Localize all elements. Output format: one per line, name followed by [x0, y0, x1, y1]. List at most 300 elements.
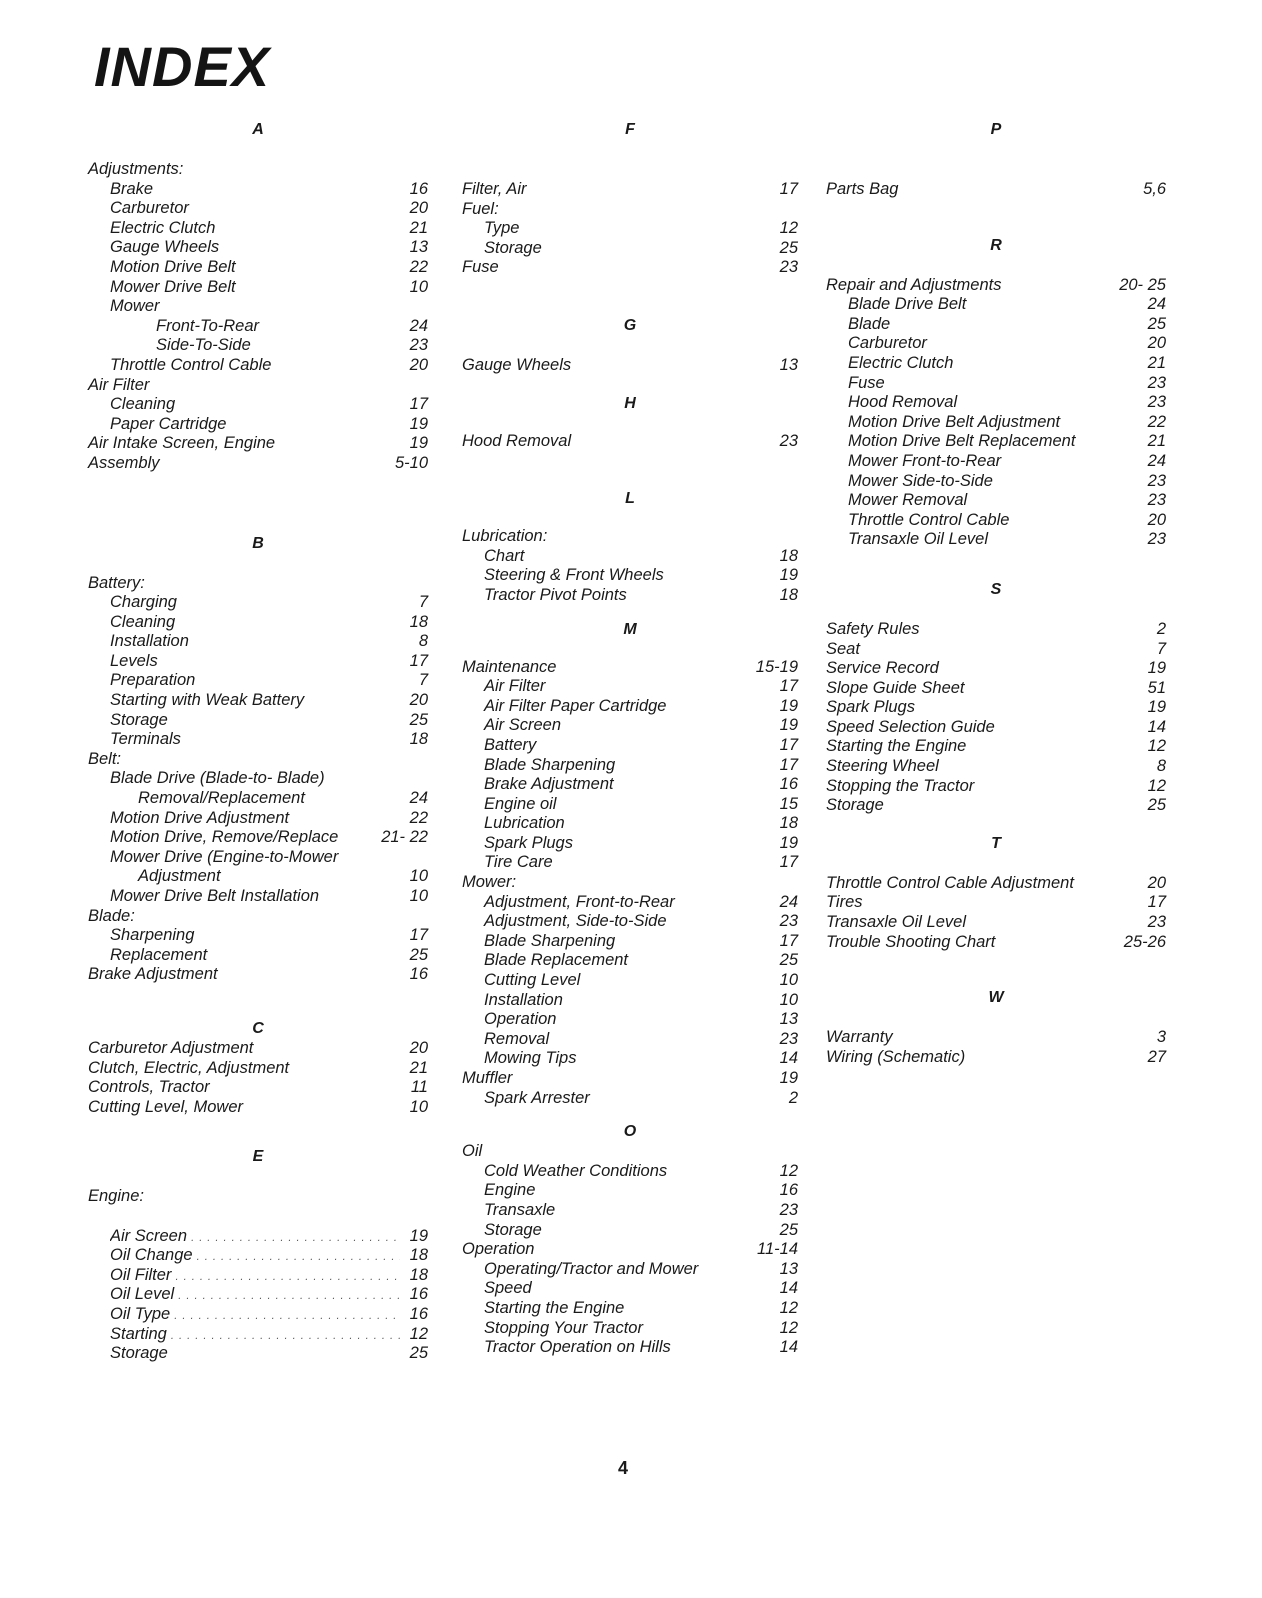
entry-term: Battery: — [88, 573, 145, 592]
index-entry — [462, 893, 798, 913]
entry-term: Oil — [462, 1142, 483, 1161]
entry-term: Fuse — [462, 258, 499, 277]
entry-term: Speed Selection Guide — [826, 717, 995, 736]
entry-page: 25 — [1147, 796, 1166, 815]
entry-term: Air Filter Paper Cartridge — [484, 696, 667, 715]
index-entry — [826, 620, 1166, 640]
entry-term: Engine: — [88, 1187, 144, 1206]
entry-page: 3 — [1156, 1028, 1166, 1047]
index-entry — [826, 432, 1166, 452]
page-title: INDEX — [94, 35, 271, 98]
entry-term: Blade Sharpening — [484, 931, 616, 950]
entry-term: Front-To-Rear — [156, 316, 260, 335]
entry-page: 25-26 — [1123, 932, 1166, 951]
entry-page: 16 — [409, 1304, 428, 1323]
index-entry — [462, 814, 798, 834]
entry-page: 24 — [409, 789, 428, 808]
section-letter: E — [252, 1148, 264, 1166]
entry-page: 24 — [1147, 451, 1166, 470]
index-entry — [826, 679, 1166, 699]
entry-page: 23 — [1147, 373, 1166, 392]
index-entry — [826, 1028, 1166, 1048]
index-entry — [88, 415, 428, 435]
entry-page: 8 — [418, 632, 428, 651]
entry-term: Blade Replacement — [484, 951, 629, 970]
entry-term: Stopping Your Tractor — [484, 1318, 643, 1337]
index-entry — [826, 511, 1166, 531]
entry-term: Filter, Air — [462, 180, 527, 198]
entry-term: Steering & Front Wheels — [484, 566, 664, 585]
entry-term: Mower: — [462, 873, 517, 892]
entry-term: Gauge Wheels — [110, 238, 220, 257]
index-column-3 — [826, 110, 1166, 1067]
section-letter: T — [991, 834, 1001, 852]
section-letter: O — [623, 1123, 637, 1141]
entry-term: Operation — [462, 1240, 535, 1259]
index-entry — [462, 991, 798, 1011]
entry-term: Belt: — [88, 749, 122, 768]
entry-page: 51 — [1147, 678, 1166, 697]
index-entry — [88, 1078, 428, 1098]
entry-page: 17 — [409, 651, 428, 670]
entry-term: Gauge Wheels — [462, 355, 572, 374]
entry-page: 19 — [409, 1226, 428, 1245]
index-entry — [826, 893, 1166, 913]
entry-term: Fuel: — [462, 199, 499, 218]
entry-term: Engine — [484, 1181, 536, 1200]
entry-page: 10 — [779, 990, 798, 1009]
entry-page: 2 — [1156, 619, 1166, 638]
entry-term: Brake — [110, 179, 154, 198]
entry-term: Charging — [110, 593, 177, 612]
entry-term: Blade — [848, 314, 891, 333]
entry-term: Assembly — [88, 453, 160, 472]
entry-term: Starting the Engine — [484, 1298, 625, 1317]
index-section-m — [462, 620, 798, 1109]
entry-page: 20 — [1147, 510, 1166, 529]
entry-page: 20 — [1147, 873, 1166, 892]
entry-page: 15 — [779, 794, 798, 813]
index-entry — [826, 472, 1166, 492]
index-entry — [826, 796, 1166, 816]
index-entry — [462, 219, 798, 239]
entry-page: 5-10 — [394, 453, 428, 472]
entry-term: Motion Drive Adjustment — [110, 808, 290, 827]
entry-page: 12 — [779, 1318, 798, 1337]
index-entry — [462, 795, 798, 815]
entry-page: 25 — [779, 238, 798, 257]
index-entry — [88, 574, 428, 594]
entry-page: 22 — [1147, 412, 1166, 431]
entry-term: Side-To-Side — [156, 336, 251, 355]
entry-term: Controls, Tractor — [88, 1078, 210, 1097]
entry-term: Battery — [484, 735, 537, 754]
index-entry — [88, 219, 428, 239]
index-entry — [88, 199, 428, 219]
index-entry — [826, 276, 1166, 296]
section-letter: G — [623, 316, 637, 334]
entry-page: 20- 25 — [1119, 275, 1166, 294]
entry-term: Throttle Control Cable Adjustment — [826, 873, 1074, 892]
entry-term: Mower Drive Belt — [110, 277, 236, 296]
entry-term: Hood Removal — [848, 393, 958, 412]
entry-term: Tractor Pivot Points — [484, 585, 627, 604]
index-entry — [462, 258, 798, 278]
entry-term: Maintenance — [462, 657, 557, 676]
index-entry — [88, 711, 428, 731]
index-entry — [88, 828, 428, 848]
entry-page: 23 — [779, 1200, 798, 1219]
index-entry — [462, 1030, 798, 1050]
index-column-1 — [88, 110, 428, 1364]
entry-term: Motion Drive Belt Replacement — [848, 432, 1076, 451]
entry-page: 18 — [409, 612, 428, 631]
index-entry — [826, 757, 1166, 777]
index-entry — [462, 1338, 798, 1358]
index-entry — [88, 965, 428, 985]
entry-term: Removal/Replacement — [138, 789, 305, 808]
entry-term: Air Filter — [88, 375, 150, 394]
entry-term: Mowing Tips — [484, 1049, 577, 1068]
entry-page: 24 — [779, 892, 798, 911]
entry-term: Storage — [110, 710, 168, 729]
entry-term: Speed — [484, 1279, 532, 1298]
entry-term: Motion Drive Belt Adjustment — [848, 412, 1061, 431]
entry-term: Blade: — [88, 906, 135, 925]
entry-term: Sharpening — [110, 926, 195, 945]
section-letter: H — [624, 394, 636, 412]
entry-page: 12 — [779, 1298, 798, 1317]
entry-term: Paper Cartridge — [110, 414, 227, 433]
index-entry — [88, 632, 428, 652]
entry-term: Storage — [484, 1220, 542, 1239]
index-entry — [462, 1279, 798, 1299]
index-entry — [826, 334, 1166, 354]
entry-term: Trouble Shooting Chart — [826, 932, 996, 951]
entry-term: Storage — [826, 796, 884, 815]
index-entry — [462, 853, 798, 873]
entry-term: Starting the Engine — [826, 737, 967, 756]
entry-term: Installation — [110, 632, 189, 651]
entry-page: 16 — [779, 775, 798, 794]
entry-page: 7 — [1156, 639, 1166, 658]
page-number: 4 — [618, 1458, 629, 1478]
index-entry — [826, 530, 1166, 550]
index-entry — [88, 1187, 428, 1207]
entry-term: Carburetor — [848, 334, 927, 353]
entry-term: Mower — [110, 297, 160, 316]
index-entry — [462, 200, 798, 220]
index-entry — [88, 1059, 428, 1079]
entry-page: 21- 22 — [381, 828, 428, 847]
index-entry — [826, 452, 1166, 472]
entry-page: 7 — [418, 593, 428, 612]
entry-page: 22 — [409, 808, 428, 827]
entry-page: 21 — [409, 1058, 428, 1077]
entry-term: Cutting Level, Mower — [88, 1097, 243, 1116]
index-entry — [462, 971, 798, 991]
entry-term: Chart — [484, 546, 525, 565]
index-section-w — [826, 988, 1166, 1067]
entry-term: Adjustment, Front-to-Rear — [484, 892, 675, 911]
index-entry — [462, 873, 798, 893]
entry-page: 7 — [418, 671, 428, 690]
entry-page: 10 — [409, 1097, 428, 1116]
index-section-t — [826, 834, 1166, 952]
index-entry — [88, 258, 428, 278]
entry-page: 18 — [409, 1265, 428, 1284]
index-entry — [462, 356, 798, 376]
entry-page: 19 — [779, 716, 798, 735]
entry-page: 10 — [409, 887, 428, 905]
entry-page: 14 — [779, 1338, 798, 1357]
entry-term: Parts Bag — [826, 180, 899, 198]
index-entry — [826, 874, 1166, 894]
index-entry — [462, 716, 798, 736]
entry-page: 17 — [779, 755, 798, 774]
entry-page: 25 — [409, 710, 428, 729]
entry-term: Seat — [826, 639, 860, 658]
index-entry — [88, 848, 428, 868]
index-entry — [88, 1098, 428, 1118]
index-entry — [826, 933, 1166, 953]
entry-term: Tractor Operation on Hills — [484, 1338, 671, 1357]
entry-term: Oil Type . . . — [110, 1305, 400, 1327]
entry-page: 21 — [1147, 432, 1166, 451]
entry-term: Spark Plugs — [826, 698, 915, 717]
entry-page: 13 — [779, 1010, 798, 1029]
index-entry — [462, 677, 798, 697]
entry-page: 23 — [779, 1029, 798, 1048]
section-letter: W — [988, 989, 1004, 1007]
entry-page: 17 — [779, 735, 798, 754]
entry-page: 23 — [779, 912, 798, 931]
entry-term: Electric Clutch — [110, 218, 216, 237]
entry-term: Cold Weather Conditions — [484, 1161, 668, 1180]
section-letter: P — [990, 121, 1002, 138]
index-entry — [826, 640, 1166, 660]
index-entry — [88, 278, 428, 298]
section-letter: M — [623, 620, 637, 638]
index-entry — [88, 691, 428, 711]
entry-term: Removal — [484, 1029, 550, 1048]
entry-page: 13 — [779, 355, 798, 374]
entry-term: Carburetor Adjustment — [88, 1038, 254, 1057]
index-entry — [462, 1299, 798, 1319]
index-entry — [88, 1246, 428, 1266]
entry-term: Air Filter — [484, 677, 546, 696]
index-entry — [462, 180, 798, 200]
section-letter: S — [990, 580, 1002, 598]
index-entry — [462, 756, 798, 776]
index-entry — [826, 180, 1166, 200]
entry-page: 24 — [409, 316, 428, 335]
entry-term: Installation — [484, 990, 563, 1009]
entry-term: Starting with Weak Battery — [110, 691, 305, 710]
entry-term: Air Intake Screen, Engine — [88, 434, 276, 453]
entry-term: Spark Arrester — [484, 1088, 590, 1107]
index-entry — [88, 317, 428, 337]
entry-page: 18 — [409, 1246, 428, 1265]
index-entry — [88, 593, 428, 613]
index-section-h — [462, 394, 798, 452]
entry-page: 21 — [1147, 353, 1166, 372]
entry-term: Wiring (Schematic) — [826, 1047, 966, 1066]
index-column-2 — [462, 110, 798, 1358]
index-entry — [462, 834, 798, 854]
index-entry — [88, 1344, 428, 1364]
index-entry — [88, 376, 428, 396]
entry-page: 23 — [1147, 393, 1166, 412]
index-entry — [462, 547, 798, 567]
entry-page: 17 — [779, 931, 798, 950]
index-section-p — [826, 120, 1166, 200]
index-entry — [826, 698, 1166, 718]
entry-term: Oil Level . . . — [110, 1285, 400, 1307]
entry-page: 16 — [409, 1285, 428, 1304]
entry-term: Brake Adjustment — [484, 775, 614, 794]
index-section-c — [88, 1019, 428, 1117]
index-entry — [462, 1069, 798, 1089]
entry-term: Throttle Control Cable — [848, 510, 1010, 529]
index-entry — [88, 809, 428, 829]
index-entry — [462, 586, 798, 606]
entry-term: Electric Clutch — [848, 353, 954, 372]
index-entry — [462, 697, 798, 717]
entry-page: 18 — [779, 546, 798, 565]
index-entry — [826, 374, 1166, 394]
index-section-b — [88, 534, 428, 985]
entry-term: Mower Drive Belt Installation — [110, 887, 320, 905]
entry-term: Lubrication: — [462, 527, 548, 546]
entry-term: Motion Drive Belt — [110, 257, 236, 276]
index-entry — [88, 1285, 428, 1305]
index-entry — [462, 736, 798, 756]
entry-term: Slope Guide Sheet — [826, 678, 965, 697]
index-entry — [826, 315, 1166, 335]
entry-term: Warranty — [826, 1028, 893, 1047]
entry-page: 15-19 — [755, 657, 798, 676]
index-entry — [88, 750, 428, 770]
entry-page: 12 — [409, 1324, 428, 1343]
entry-term: Clutch, Electric, Adjustment — [88, 1058, 290, 1077]
index-entry — [462, 775, 798, 795]
entry-page: 2 — [788, 1088, 798, 1107]
index-entry — [88, 671, 428, 691]
index-entry — [462, 1319, 798, 1339]
entry-page: 17 — [409, 395, 428, 414]
index-section-g — [462, 316, 798, 376]
entry-term: Spark Plugs — [484, 833, 573, 852]
entry-page: 17 — [409, 926, 428, 945]
entry-term: Tires — [826, 893, 863, 912]
entry-page: 19 — [779, 1069, 798, 1087]
entry-term: Preparation — [110, 671, 196, 690]
index-entry — [826, 737, 1166, 757]
entry-page: 25 — [409, 1344, 428, 1363]
index-entry — [462, 932, 798, 952]
entry-term: Mower Side-to-Side — [848, 471, 993, 490]
index-entry — [88, 769, 428, 789]
entry-term: Mower Drive (Engine-to-Mower — [110, 847, 339, 866]
entry-page: 16 — [409, 965, 428, 984]
index-entry — [88, 1266, 428, 1286]
index-entry — [826, 491, 1166, 511]
entry-term: Brake Adjustment — [88, 965, 218, 984]
entry-page: 5,6 — [1143, 180, 1166, 198]
entry-term: Replacement — [110, 945, 208, 964]
entry-page: 27 — [1147, 1047, 1166, 1066]
entry-page: 17 — [1147, 893, 1166, 912]
entry-page: 23 — [779, 258, 798, 277]
index-entry — [826, 1048, 1166, 1068]
entry-term: Storage — [110, 1344, 168, 1363]
index-section-s — [826, 580, 1166, 816]
entry-term: Levels — [110, 651, 158, 670]
entry-page: 20 — [1147, 334, 1166, 353]
entry-page: 12 — [1147, 776, 1166, 795]
index-entry — [88, 1325, 428, 1345]
entry-page: 19 — [779, 833, 798, 852]
entry-page: 12 — [1147, 737, 1166, 756]
entry-term: Repair and Adjustments — [826, 275, 1002, 294]
entry-page: 20 — [409, 691, 428, 710]
entry-term: Adjustment, Side-to-Side — [484, 912, 667, 931]
entry-term: Air Screen . . . — [110, 1227, 400, 1249]
index-section-r — [826, 236, 1166, 550]
index-entry — [88, 887, 428, 907]
entry-term: Cleaning — [110, 612, 176, 631]
entry-term: Engine oil — [484, 794, 557, 813]
index-entry — [826, 777, 1166, 797]
entry-page: 19 — [779, 566, 798, 585]
index-entry — [826, 718, 1166, 738]
entry-page: 17 — [779, 677, 798, 696]
entry-page: 19 — [409, 414, 428, 433]
entry-page: 19 — [779, 696, 798, 715]
entry-page: 20 — [409, 1038, 428, 1057]
entry-page: 23 — [1147, 530, 1166, 549]
index-entry — [88, 160, 428, 180]
entry-page: 21 — [409, 218, 428, 237]
entry-term: Mower Removal — [848, 491, 968, 510]
index-entry — [462, 432, 798, 452]
index-entry — [826, 295, 1166, 315]
entry-term: Terminals — [110, 730, 181, 749]
entry-term: Stopping the Tractor — [826, 776, 975, 795]
index-entry — [462, 1201, 798, 1221]
index-entry — [88, 238, 428, 258]
entry-term: Cleaning — [110, 395, 176, 414]
entry-page: 14 — [779, 1049, 798, 1068]
index-entry — [88, 336, 428, 356]
index-entry — [88, 789, 428, 809]
entry-page: 23 — [1147, 491, 1166, 510]
index-entry — [88, 454, 428, 474]
entry-term: Fuse — [848, 373, 885, 392]
entry-term: Type — [484, 219, 520, 238]
index-entry — [462, 1010, 798, 1030]
section-letter: A — [252, 121, 264, 138]
entry-page: 18 — [779, 585, 798, 604]
section-letter: L — [625, 490, 635, 508]
entry-page: 12 — [779, 219, 798, 238]
index-entry — [462, 1142, 798, 1162]
index-entry — [826, 413, 1166, 433]
entry-page: 18 — [409, 730, 428, 749]
index-entry — [88, 297, 428, 317]
entry-term: Mower Front-to-Rear — [848, 451, 1002, 470]
